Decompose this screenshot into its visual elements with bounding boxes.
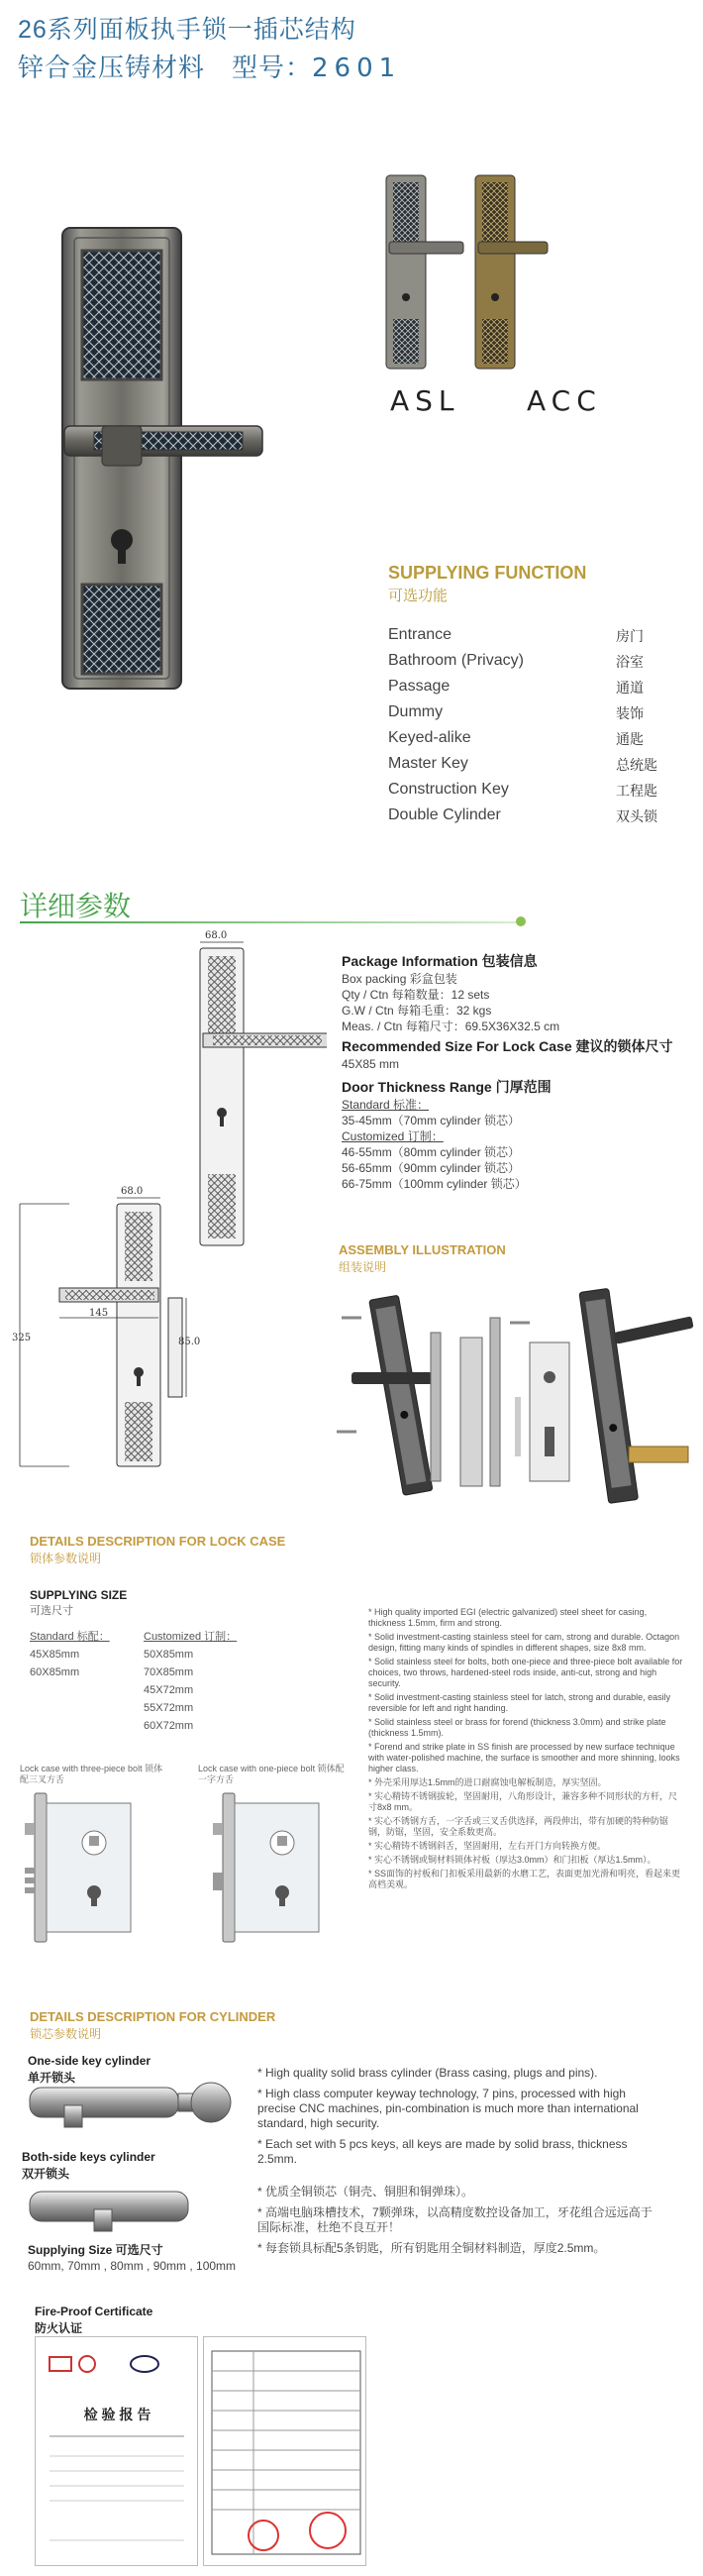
supplying-size-label: Supplying Size 可选尺寸 — [28, 2243, 163, 2257]
variant-label-acc: ACC — [527, 384, 602, 417]
variant-label-asl: ASL — [390, 384, 460, 417]
lock-case-subtitle: 锁体参数说明 — [30, 1552, 102, 1565]
assembly-title: ASSEMBLY ILLUSTRATION — [339, 1242, 506, 1257]
lock-case-size-title: Recommended Size For Lock Case 建议的锁体尺寸 — [342, 1038, 673, 1054]
lock-size: 50X85mm — [144, 1649, 194, 1661]
lock-bullet: * Solid stainless steel or brass for forend (thickness 3.0mm) and strike plate (thickness 1.5mm). — [368, 1717, 666, 1738]
cylinder-bullet: * High class computer keyway technology, 7 pins, processed with high precise CNC machines, pin-combination is much more than international standard, high security. — [257, 2087, 639, 2130]
model-line — [18, 48, 401, 84]
details-section-title: 详细参数 — [20, 891, 132, 921]
dim-side: 85.0 — [178, 1337, 201, 1347]
lock-size: 55X72mm — [144, 1702, 194, 1714]
assembly-subtitle: 组装说明 — [339, 1260, 387, 1274]
lock-case-size-value: 45X85 mm — [342, 1057, 400, 1071]
customized-label: Customized 订制： — [342, 1129, 444, 1143]
lock-customized-sizes — [144, 1630, 262, 1733]
cylinder-title: DETAILS DESCRIPTION FOR CYLINDER — [30, 2009, 276, 2024]
certificate-title-cn: 防火认证 — [35, 2321, 83, 2335]
supplying-size-subtitle: 可选尺寸 — [30, 1605, 73, 1617]
supplying-function-title: SUPPLYING FUNCTION — [388, 563, 587, 583]
both-side-cylinder-label-cn: 双开锁头 — [22, 2167, 70, 2181]
lock-size: 60X72mm — [144, 1720, 194, 1732]
standard-range: 35-45mm（70mm cylinder 锁芯） — [342, 1114, 521, 1127]
one-side-cylinder-label-cn: 单开锁头 — [28, 2071, 76, 2085]
customized-range: 66-75mm（100mm cylinder 锁芯） — [342, 1177, 527, 1191]
model-prefix: 锌合金压铸材料 型号： — [18, 53, 313, 82]
function-item: Master Key 总统匙 — [388, 755, 657, 773]
model-number: 2601 — [312, 54, 402, 83]
lock-bullet: * 实心不锈钢或铜材料锁体衬板（厚达3.0mm）和门扣板（厚达1.5mm）。 — [368, 1855, 656, 1865]
lock-customized-label: Customized 订制： — [144, 1631, 238, 1643]
lock-standard-sizes — [30, 1630, 139, 1679]
caption-three-piece: Lock case with three-piece bolt 锁体配三叉方舌 — [20, 1764, 163, 1784]
section-divider — [20, 921, 520, 923]
dim-width-top: 68.0 — [205, 930, 228, 941]
lock-bullet: * 实心不锈钢方舌，一字舌或三叉舌供选择，两段伸出，带有加硬的特种防锯钢，防锯，坚固，安全系数更高。 — [368, 1816, 669, 1837]
package-line: Meas. / Ctn 每箱尺寸：69.5X36X32.5 cm — [342, 1020, 560, 1033]
lock-size: 70X85mm — [144, 1666, 194, 1678]
function-list — [388, 626, 675, 839]
function-item: Keyed-alike 通匙 — [388, 729, 644, 747]
cylinder-sizes: 60mm, 70mm , 80mm , 90mm , 100mm — [28, 2259, 237, 2273]
lock-bullet: * Solid investment-casting stainless steel for latch, strong and durable, easily reversible for left and right handing. — [368, 1692, 671, 1713]
package-line: G.W / Ctn 每箱毛重：32 kgs — [342, 1004, 492, 1018]
one-side-cylinder-label: One-side key cylinder — [28, 2054, 151, 2068]
lock-size: 45X72mm — [144, 1684, 194, 1696]
package-line: Box packing 彩盒包装 — [342, 972, 457, 986]
certificate-title: Fire-Proof Certificate — [35, 2305, 153, 2318]
cylinder-bullet: * Each set with 5 pcs keys, all keys are made by solid brass, thickness 2.5mm. — [257, 2137, 628, 2166]
function-item: Passage 通道 — [388, 678, 644, 696]
function-item: Construction Key 工程匙 — [388, 781, 657, 799]
lock-case-size — [342, 1036, 698, 1072]
report-title: 检 验 报 告 — [83, 2407, 151, 2422]
lock-bullet: * High quality imported EGI (electric galvanized) steel sheet for casing, thickness 1.5mm, firm and strong. — [368, 1607, 648, 1628]
package-title: Package Information 包装信息 — [342, 953, 538, 969]
door-thickness — [342, 1077, 698, 1192]
technical-drawing — [10, 926, 327, 1481]
supplying-function-subtitle: 可选功能 — [388, 588, 449, 604]
lock-case-title: DETAILS DESCRIPTION FOR LOCK CASE — [30, 1534, 286, 1549]
lock-standard-label: Standard 标配： — [30, 1631, 110, 1643]
dim-lever-length: 145 — [89, 1308, 109, 1319]
function-item: Dummy 装饰 — [388, 703, 644, 721]
lock-case-images — [20, 1788, 347, 1947]
caption-one-piece: Lock case with one-piece bolt 锁体配一字方舌 — [198, 1764, 345, 1784]
dim-width-lower: 68.0 — [121, 1186, 144, 1197]
lock-bullet: * SS面饰的衬板和门扣板采用最新的水磨工艺，表面更加光滑和明亮，看起来更高档美观。 — [368, 1869, 681, 1889]
package-line: Qty / Ctn 每箱数量：12 sets — [342, 988, 490, 1002]
cylinder-bullet-cn: * 高端电脑珠槽技术，7颗弹珠，以高精度数控设备加工，牙花组合远远高于国际标准，杜绝不良互开！ — [257, 2205, 653, 2234]
cylinder-bullet-cn: * 每套锁具标配5条钥匙，所有钥匙用全铜材料制造，厚度2.5mm。 — [257, 2241, 606, 2255]
certificate-table — [204, 2337, 367, 2567]
variant-handles-image — [381, 170, 550, 374]
lock-bullet: * Forend and strike plate in SS finish are processed by new surface technique with water-polished machine, the surface is smoother and more shinning, looks higher class. — [368, 1742, 680, 1773]
one-side-cylinder-image — [25, 2076, 233, 2135]
standard-label: Standard 标准： — [342, 1098, 430, 1112]
cylinder-bullets — [257, 2066, 653, 2262]
assembly-image — [332, 1278, 698, 1526]
main-handle-image — [54, 223, 352, 698]
page-title: 26系列面板执手锁一插芯结构 — [18, 16, 356, 44]
supplying-size-title: SUPPLYING SIZE — [30, 1588, 128, 1602]
lock-bullet: * 外壳采用厚达1.5mm的进口耐腐蚀电解板制造，厚实坚固。 — [368, 1777, 607, 1787]
door-thickness-title: Door Thickness Range 门厚范围 — [342, 1079, 552, 1095]
cylinder-bullet: * High quality solid brass cylinder (Brass casing, plugs and pins). — [257, 2066, 598, 2080]
lock-bullet: * Solid stainless steel for bolts, both one-piece and three-piece bolt available for choices, two throws, hardened-steel rods inside, anti-cut, strong and high security. — [368, 1657, 683, 1688]
lock-bullet: * 实心精铸不锈钢斜舌，坚固耐用，左右开门方向转换方便。 — [368, 1841, 607, 1851]
lock-bullet: * Solid investment-casting stainless steel for cam, strong and durable. Octagon design, fitting many kinds of spindles in different shapes, size 8x8 mm. — [368, 1632, 680, 1653]
certificate-logos — [36, 2337, 199, 2567]
function-item: Bathroom (Privacy) 浴室 — [388, 652, 644, 670]
function-item: Entrance 房门 — [388, 626, 644, 644]
section-divider-dot — [516, 916, 526, 926]
both-side-cylinder-label: Both-side keys cylinder — [22, 2150, 155, 2164]
lock-size: 60X85mm — [30, 1666, 80, 1678]
dim-height: 325 — [12, 1333, 32, 1343]
package-info — [342, 951, 698, 1034]
customized-range: 46-55mm（80mm cylinder 锁芯） — [342, 1145, 521, 1159]
lock-size: 45X85mm — [30, 1649, 80, 1661]
cylinder-subtitle: 锁芯参数说明 — [30, 2027, 102, 2041]
lock-case-bullets — [368, 1607, 685, 1893]
both-side-cylinder-image — [25, 2180, 223, 2239]
function-item: Double Cylinder 双头锁 — [388, 806, 657, 824]
certificate-page — [203, 2336, 366, 2566]
customized-range: 56-65mm（90mm cylinder 锁芯） — [342, 1161, 521, 1175]
lock-bullet: * 实心精铸不锈钢拔轮，坚固耐用，八角形设计，兼容多种不同形状的方杆，尺寸8x8 mm。 — [368, 1791, 678, 1812]
certificate-cover — [35, 2336, 198, 2566]
cylinder-bullet-cn: * 优质全铜锁芯（铜壳、铜胆和铜弹珠）。 — [257, 2185, 474, 2199]
